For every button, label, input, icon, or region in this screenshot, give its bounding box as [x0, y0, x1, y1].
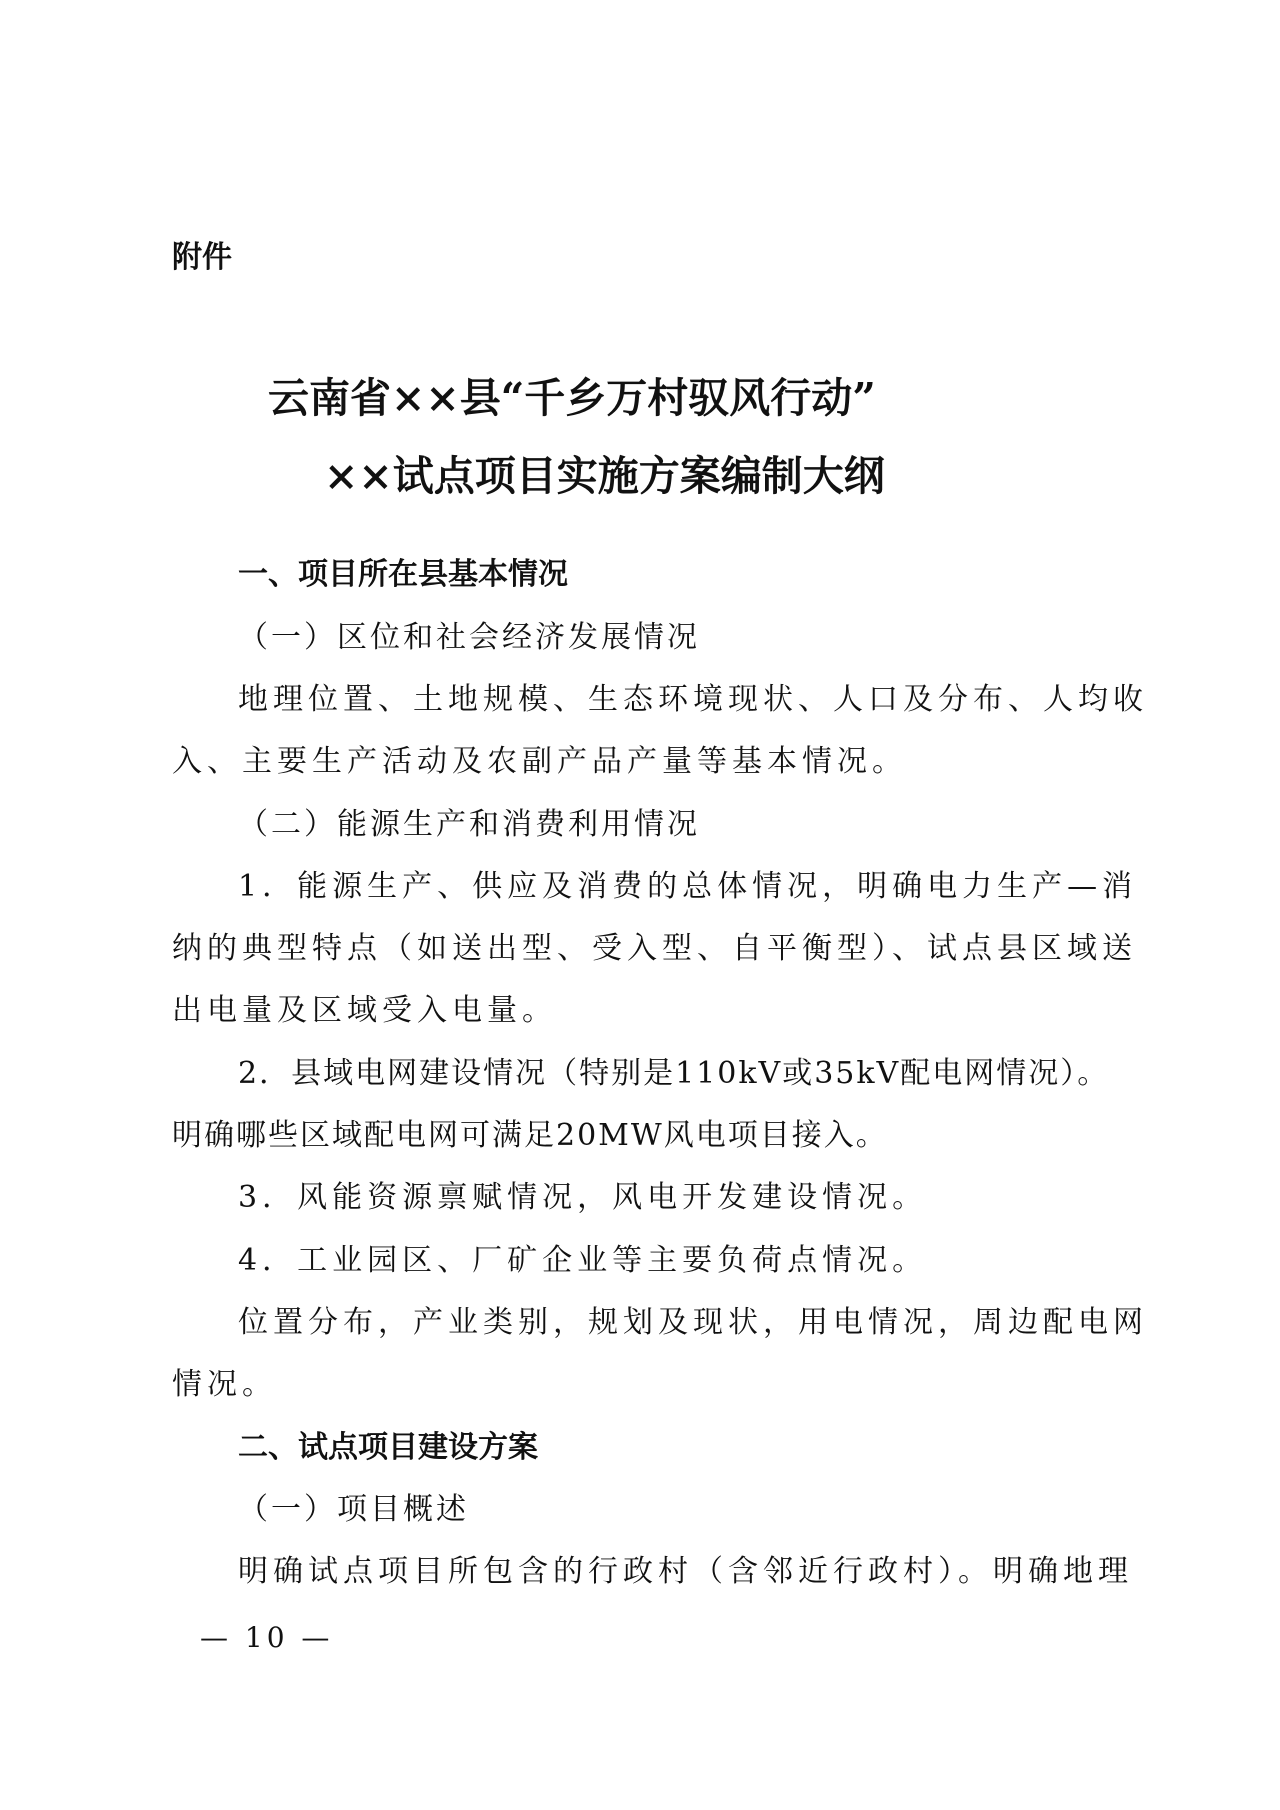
body-text-line: 3．风能资源禀赋情况，风电开发建设情况。 [238, 1180, 928, 1215]
section-heading: 一、项目所在县基本情况 [238, 557, 568, 592]
body-text-line: 入、主要生产活动及农副产品产量等基本情况。 [172, 744, 907, 779]
body-text-line: 出电量及区域受入电量。 [172, 993, 557, 1028]
body-text-line: 地理位置、土地规模、生态环境现状、人口及分布、人均收 [238, 682, 1148, 717]
subsection-heading: （一）项目概述 [238, 1492, 469, 1527]
body-text-line: 1．能源生产、供应及消费的总体情况，明确电力生产—消 [238, 869, 1138, 904]
body-text-line: 明确试点项目所包含的行政村（含邻近行政村）。明确地理 [238, 1554, 1133, 1589]
subsection-heading: （二）能源生产和消费利用情况 [238, 807, 700, 842]
document-title-line-2: ××试点项目实施方案编制大纲 [324, 452, 885, 500]
attachment-label: 附件 [172, 240, 232, 275]
body-text-line: 明确哪些区域配电网可满足20MW风电项目接入。 [172, 1118, 888, 1153]
body-text-line: 4．工业园区、厂矿企业等主要负荷点情况。 [238, 1243, 928, 1278]
body-text-line: 纳的典型特点（如送出型、受入型、自平衡型）、试点县区域送 [172, 931, 1137, 966]
section-heading: 二、试点项目建设方案 [238, 1430, 538, 1465]
document-title-line-1: 云南省××县“千乡万村驭风行动” [268, 374, 876, 422]
page-number: — 10 — [200, 1621, 334, 1654]
body-text-line: 位置分布，产业类别，规划及现状，用电情况，周边配电网 [238, 1305, 1148, 1340]
subsection-heading: （一）区位和社会经济发展情况 [238, 620, 700, 655]
body-text-line: 情况。 [172, 1367, 277, 1402]
body-text-line: 2．县域电网建设情况（特别是110kV或35kV配电网情况）。 [238, 1056, 1110, 1091]
